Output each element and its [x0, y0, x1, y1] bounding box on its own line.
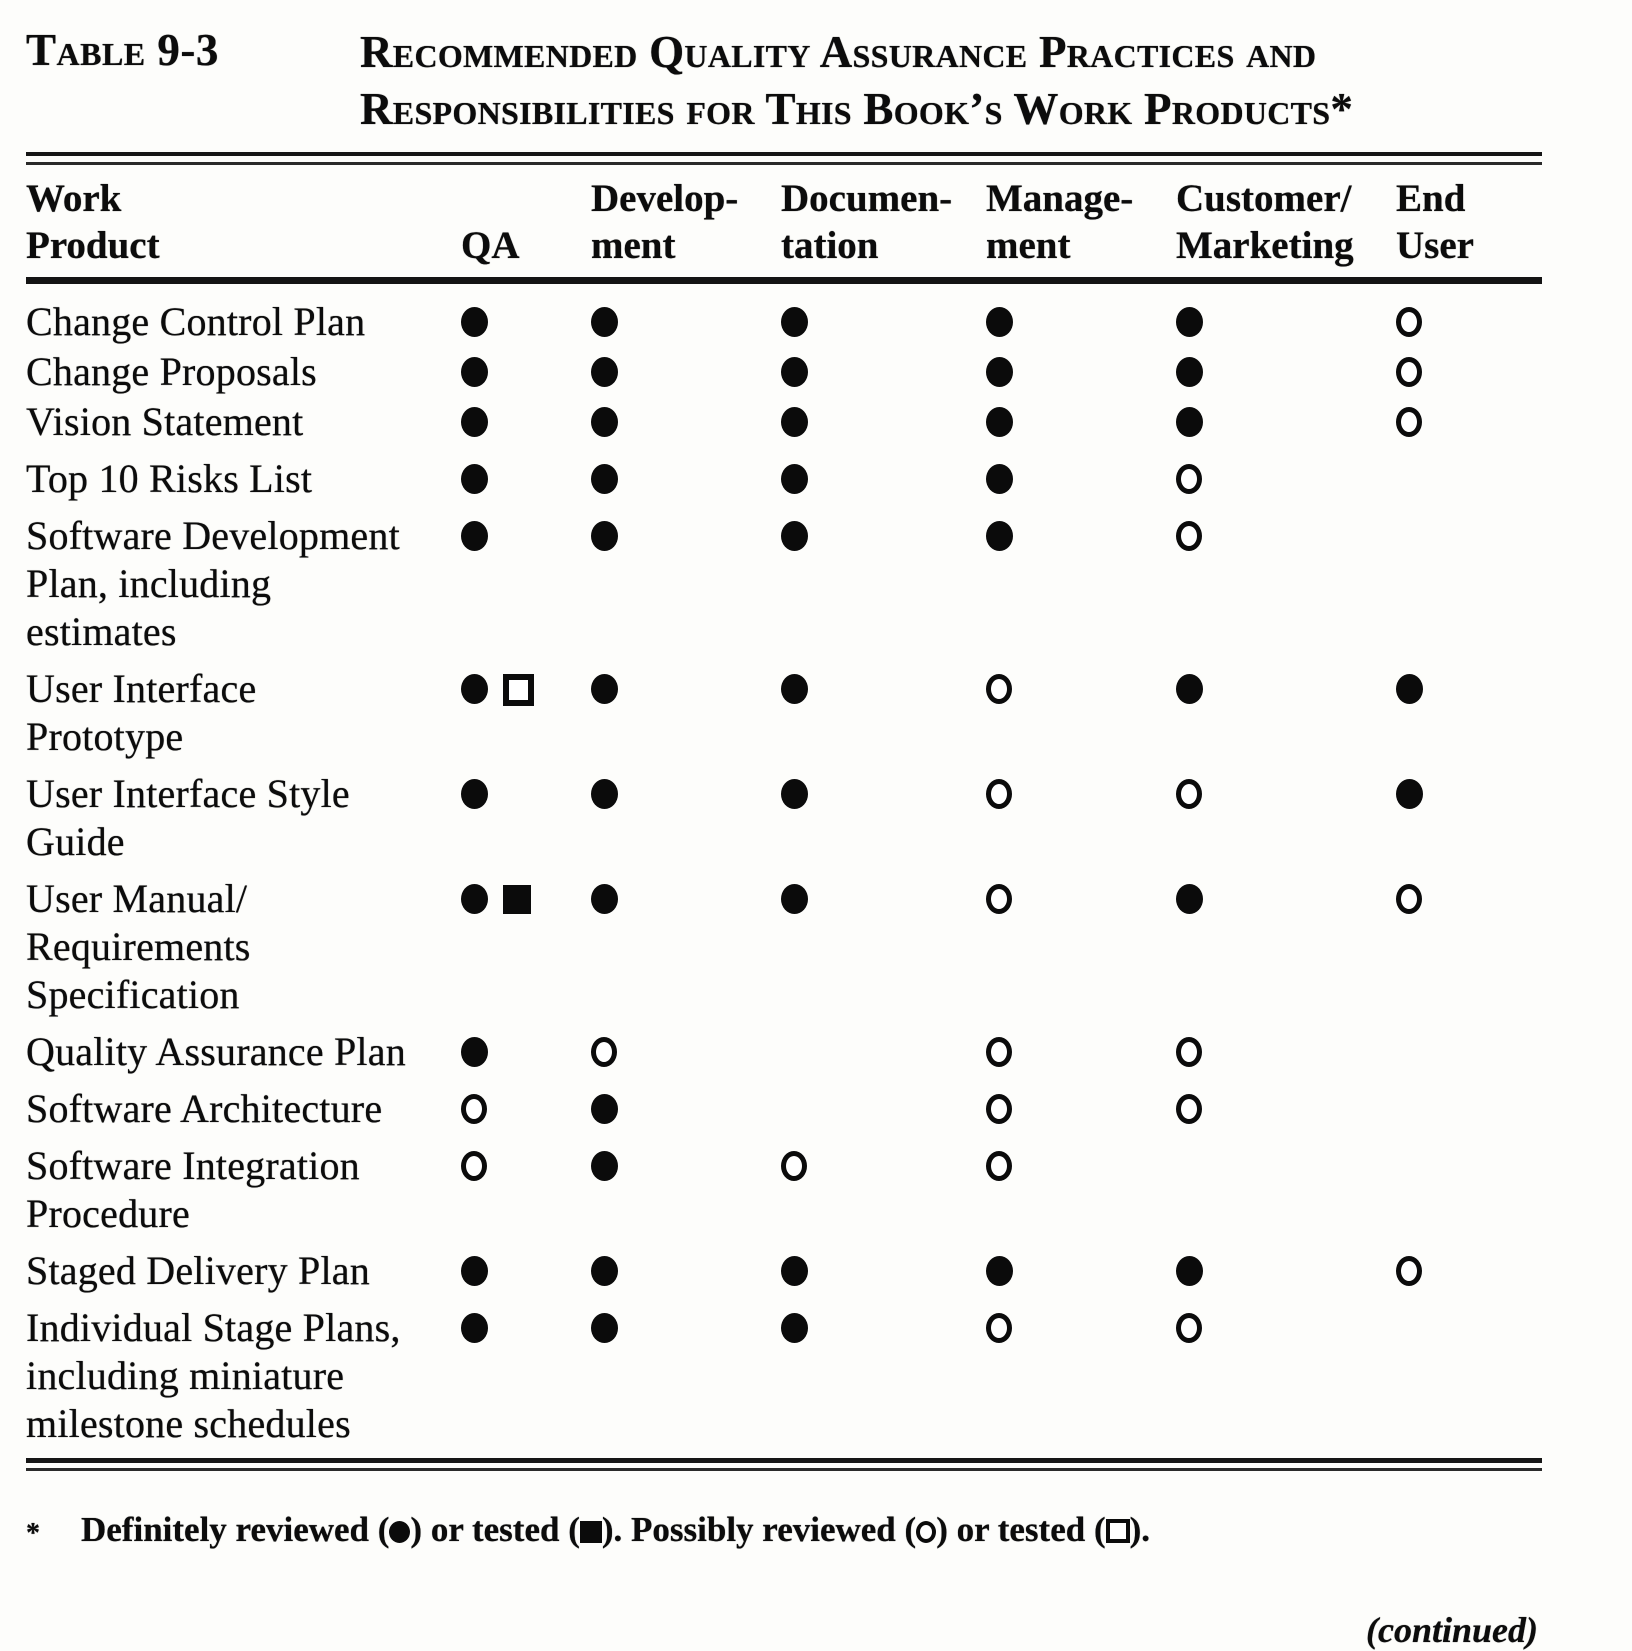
filled-circle-icon	[591, 307, 618, 337]
table-row	[26, 1085, 1542, 1133]
filled-circle-icon	[461, 779, 488, 809]
table-row	[26, 1142, 1542, 1238]
filled-circle-icon	[591, 779, 618, 809]
open-circle-icon	[1396, 407, 1422, 437]
cell-documentation	[781, 1247, 986, 1295]
open-circle-icon	[1396, 357, 1422, 387]
open-circle-icon	[461, 1151, 487, 1181]
filled-circle-icon	[591, 674, 618, 704]
cell-development	[591, 512, 781, 656]
open-circle-icon	[1396, 307, 1422, 337]
column-header-development: Develop- ment	[591, 177, 739, 267]
cell-customer-marketing	[1176, 455, 1396, 503]
filled-circle-icon	[461, 1037, 488, 1067]
cell-management	[986, 1085, 1176, 1133]
cell-customer-marketing	[1176, 875, 1396, 1019]
filled-circle-icon	[781, 357, 808, 387]
filled-circle-icon	[986, 1256, 1013, 1286]
open-circle-icon	[591, 1037, 617, 1067]
filled-circle-icon	[461, 674, 488, 704]
filled-square-icon	[503, 885, 531, 914]
open-circle-icon	[986, 674, 1012, 704]
work-product-name: User Interface Prototype	[26, 666, 257, 759]
cell-end-user	[1396, 348, 1542, 396]
filled-circle-icon	[591, 884, 618, 914]
cell-documentation	[781, 298, 986, 346]
work-product-name: Software Integration Procedure	[26, 1143, 360, 1236]
cell-management	[986, 1028, 1176, 1076]
filled-circle-icon	[1176, 1256, 1203, 1286]
cell-qa	[461, 1028, 591, 1076]
table-row	[26, 398, 1542, 446]
open-circle-icon	[916, 1521, 936, 1543]
work-product-name: Quality Assurance Plan	[26, 1029, 406, 1074]
cell-development	[591, 665, 781, 761]
cell-development	[591, 1028, 781, 1076]
cell-documentation	[781, 665, 986, 761]
filled-circle-icon	[591, 1256, 618, 1286]
filled-circle-icon	[1396, 779, 1423, 809]
filled-square-icon	[580, 1521, 602, 1543]
work-product-name: Change Proposals	[26, 349, 317, 394]
filled-circle-icon	[591, 357, 618, 387]
table-row	[26, 770, 1542, 866]
cell-management	[986, 348, 1176, 396]
cell-documentation	[781, 1028, 986, 1076]
open-circle-icon	[1176, 779, 1202, 809]
cell-development	[591, 1142, 781, 1238]
column-header-documentation: Documen- tation	[781, 177, 953, 267]
filled-circle-icon	[781, 521, 808, 551]
cell-qa	[461, 1142, 591, 1238]
filled-circle-icon	[591, 1151, 618, 1181]
filled-circle-icon	[389, 1521, 410, 1543]
top-double-rule	[26, 152, 1542, 165]
table-title-line2: Responsibilities for This Book’s Work Products*	[360, 84, 1354, 134]
cell-management	[986, 455, 1176, 503]
open-square-icon	[503, 674, 534, 706]
open-circle-icon	[986, 1094, 1012, 1124]
open-circle-icon	[986, 779, 1012, 809]
cell-management	[986, 1142, 1176, 1238]
cell-documentation	[781, 875, 986, 1019]
open-circle-icon	[1176, 521, 1202, 551]
cell-qa	[461, 770, 591, 866]
cell-qa	[461, 398, 591, 446]
filled-circle-icon	[781, 464, 808, 494]
table-row	[26, 665, 1542, 761]
cell-end-user	[1396, 875, 1542, 1019]
cell-management	[986, 512, 1176, 656]
cell-end-user	[1396, 398, 1542, 446]
table-title	[360, 24, 1353, 138]
footnote-asterisk: *	[26, 1518, 40, 1549]
open-square-icon	[1106, 1519, 1130, 1543]
table-body	[26, 284, 1542, 1448]
cell-qa	[461, 512, 591, 656]
open-circle-icon	[1176, 464, 1202, 494]
cell-development	[591, 348, 781, 396]
cell-documentation	[781, 1142, 986, 1238]
cell-development	[591, 770, 781, 866]
work-product-name: Staged Delivery Plan	[26, 1248, 370, 1293]
cell-documentation	[781, 770, 986, 866]
open-circle-icon	[986, 1313, 1012, 1343]
column-header-management: Manage- ment	[986, 177, 1134, 267]
filled-circle-icon	[781, 779, 808, 809]
filled-circle-icon	[461, 357, 488, 387]
work-product-name: User Interface Style Guide	[26, 771, 350, 864]
work-product-name: User Manual/ Requirements Specification	[26, 876, 251, 1017]
cell-qa	[461, 875, 591, 1019]
cell-qa	[461, 298, 591, 346]
open-circle-icon	[986, 1151, 1012, 1181]
table-row	[26, 512, 1542, 656]
cell-customer-marketing	[1176, 298, 1396, 346]
cell-qa	[461, 455, 591, 503]
filled-circle-icon	[781, 1256, 808, 1286]
column-header-qa: QA	[461, 224, 520, 267]
cell-management	[986, 875, 1176, 1019]
filled-circle-icon	[591, 1094, 618, 1124]
work-product-name: Software Development Plan, including estimates	[26, 513, 400, 654]
table-row	[26, 348, 1542, 396]
open-circle-icon	[986, 884, 1012, 914]
cell-documentation	[781, 398, 986, 446]
filled-circle-icon	[461, 464, 488, 494]
filled-circle-icon	[591, 407, 618, 437]
filled-circle-icon	[1176, 407, 1203, 437]
filled-circle-icon	[781, 884, 808, 914]
column-header-work-product: Work Product	[26, 177, 160, 267]
cell-qa	[461, 1247, 591, 1295]
work-product-name: Top 10 Risks List	[26, 456, 313, 501]
filled-circle-icon	[591, 464, 618, 494]
cell-end-user	[1396, 1085, 1542, 1133]
cell-end-user	[1396, 1304, 1542, 1448]
filled-circle-icon	[461, 307, 488, 337]
cell-development	[591, 398, 781, 446]
cell-management	[986, 665, 1176, 761]
cell-customer-marketing	[1176, 1142, 1396, 1238]
filled-circle-icon	[1176, 674, 1203, 704]
cell-qa	[461, 1304, 591, 1448]
cell-customer-marketing	[1176, 348, 1396, 396]
cell-documentation	[781, 1085, 986, 1133]
table-row	[26, 1304, 1542, 1448]
cell-end-user	[1396, 298, 1542, 346]
column-header-customer-marketing: Customer/ Marketing	[1176, 177, 1354, 267]
table-row	[26, 875, 1542, 1019]
filled-circle-icon	[591, 521, 618, 551]
work-product-name: Vision Statement	[26, 399, 304, 444]
cell-end-user	[1396, 1028, 1542, 1076]
filled-circle-icon	[461, 1313, 488, 1343]
cell-documentation	[781, 348, 986, 396]
filled-circle-icon	[781, 1313, 808, 1343]
cell-customer-marketing	[1176, 512, 1396, 656]
filled-circle-icon	[986, 357, 1013, 387]
cell-management	[986, 1304, 1176, 1448]
cell-customer-marketing	[1176, 1304, 1396, 1448]
cell-customer-marketing	[1176, 665, 1396, 761]
cell-customer-marketing	[1176, 770, 1396, 866]
cell-management	[986, 298, 1176, 346]
cell-documentation	[781, 512, 986, 656]
filled-circle-icon	[781, 307, 808, 337]
footnote-text: Definitely reviewed ( ) or tested ( ). Possibly reviewed ( ) or tested ( ).	[81, 1510, 1151, 1549]
cell-management	[986, 1247, 1176, 1295]
table-row	[26, 1247, 1542, 1295]
table-number-label: Table 9-3	[26, 25, 219, 75]
cell-qa	[461, 348, 591, 396]
filled-circle-icon	[781, 407, 808, 437]
table-row	[26, 1028, 1542, 1076]
cell-management	[986, 770, 1176, 866]
open-circle-icon	[1396, 884, 1422, 914]
cell-customer-marketing	[1176, 1085, 1396, 1133]
cell-development	[591, 455, 781, 503]
cell-end-user	[1396, 1247, 1542, 1295]
column-header-end-user: End User	[1396, 177, 1474, 267]
continued-label: (continued)	[1365, 1610, 1538, 1650]
filled-circle-icon	[986, 407, 1013, 437]
work-product-name: Change Control Plan	[26, 299, 366, 344]
cell-management	[986, 398, 1176, 446]
open-circle-icon	[461, 1094, 487, 1124]
cell-qa	[461, 665, 591, 761]
cell-development	[591, 1304, 781, 1448]
cell-development	[591, 875, 781, 1019]
open-circle-icon	[1176, 1094, 1202, 1124]
filled-circle-icon	[986, 307, 1013, 337]
cell-end-user	[1396, 512, 1542, 656]
open-circle-icon	[781, 1151, 807, 1181]
cell-customer-marketing	[1176, 398, 1396, 446]
filled-circle-icon	[986, 464, 1013, 494]
table-header-row	[26, 165, 1542, 284]
cell-documentation	[781, 1304, 986, 1448]
work-product-name: Software Architecture	[26, 1086, 383, 1131]
table-footnote	[26, 1507, 1542, 1557]
table-row	[26, 298, 1542, 346]
cell-end-user	[1396, 665, 1542, 761]
bottom-double-rule	[26, 1458, 1542, 1471]
table-row	[26, 455, 1542, 503]
table-title-line1: Recommended Quality Assurance Practices and	[360, 27, 1317, 77]
filled-circle-icon	[461, 407, 488, 437]
open-circle-icon	[1176, 1313, 1202, 1343]
filled-circle-icon	[461, 521, 488, 551]
cell-end-user	[1396, 455, 1542, 503]
filled-circle-icon	[1176, 884, 1203, 914]
filled-circle-icon	[591, 1313, 618, 1343]
filled-circle-icon	[986, 521, 1013, 551]
cell-qa	[461, 1085, 591, 1133]
cell-customer-marketing	[1176, 1028, 1396, 1076]
filled-circle-icon	[1396, 674, 1423, 704]
cell-documentation	[781, 455, 986, 503]
table-caption	[26, 24, 1542, 138]
open-circle-icon	[1176, 1037, 1202, 1067]
cell-customer-marketing	[1176, 1247, 1396, 1295]
work-product-name: Individual Stage Plans, including miniature milestone schedules	[26, 1305, 401, 1446]
filled-circle-icon	[1176, 357, 1203, 387]
cell-development	[591, 1247, 781, 1295]
cell-development	[591, 298, 781, 346]
cell-end-user	[1396, 1142, 1542, 1238]
open-circle-icon	[1396, 1256, 1422, 1286]
filled-circle-icon	[1176, 307, 1203, 337]
open-circle-icon	[986, 1037, 1012, 1067]
filled-circle-icon	[461, 1256, 488, 1286]
cell-development	[591, 1085, 781, 1133]
filled-circle-icon	[461, 884, 488, 914]
cell-end-user	[1396, 770, 1542, 866]
filled-circle-icon	[781, 674, 808, 704]
